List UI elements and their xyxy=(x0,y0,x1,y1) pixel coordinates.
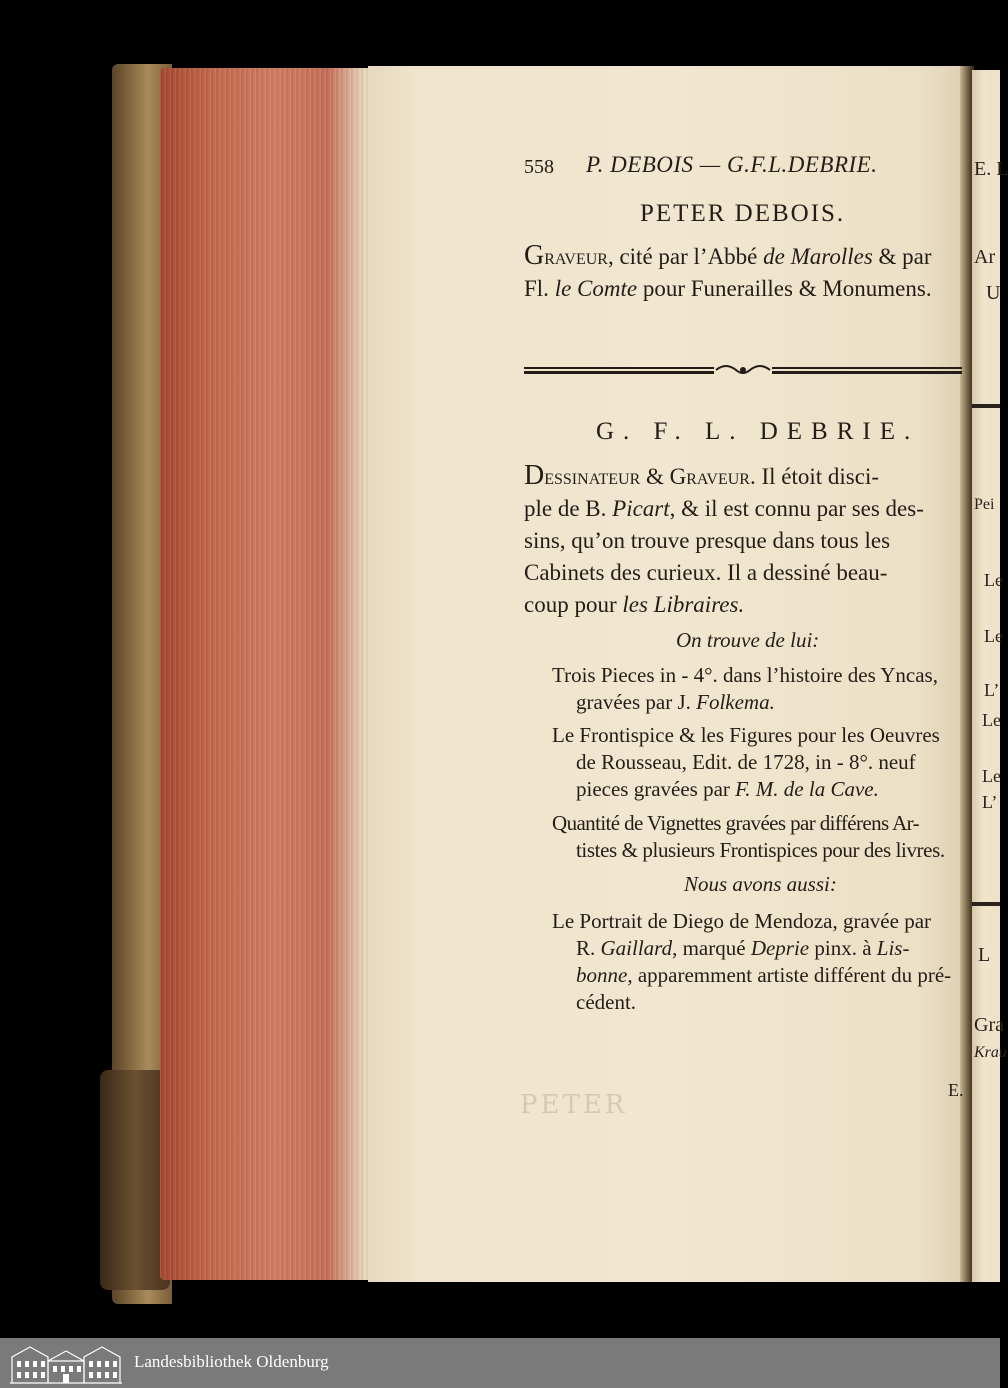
facing-text: L xyxy=(978,944,991,966)
text-run: R. xyxy=(576,936,601,960)
italic-run: bonne xyxy=(576,963,628,987)
facing-text: Gra xyxy=(974,1014,1004,1036)
paragraph-debrie xyxy=(524,460,964,621)
signature-mark: E. xyxy=(948,1080,964,1100)
small-caps-word: raveur xyxy=(544,244,608,269)
entry-line: de Rousseau, Edit. de 1728, in - 8°. neuf xyxy=(576,750,916,774)
text-run: coup pour xyxy=(524,592,623,617)
italic-run: Folkema. xyxy=(696,690,775,714)
library-building-icon xyxy=(10,1341,122,1385)
entry-line: Trois Pieces in - 4°. dans l’histoire des Yncas, xyxy=(552,663,938,687)
drop-initial: D xyxy=(524,460,545,491)
small-caps-words: essinateur & Graveur. xyxy=(544,464,756,489)
facing-text: L’ xyxy=(984,680,1000,700)
italic-run: le Comte xyxy=(554,276,638,301)
facing-text: Le xyxy=(984,626,1003,646)
text-run: pour Funerailles & Monumens. xyxy=(637,276,932,301)
ornamental-rule xyxy=(524,362,962,378)
text-run: gravées par J. xyxy=(576,690,697,714)
work-entry xyxy=(552,810,962,864)
work-entry xyxy=(552,662,962,716)
works-heading: On trouve de lui: xyxy=(676,628,820,652)
facing-text: Pei xyxy=(974,496,995,513)
facing-text: Krau xyxy=(974,1044,1007,1061)
section-heading-debrie: G. F. L. DEBRIE. xyxy=(596,418,920,445)
paragraph-line xyxy=(524,273,964,305)
library-name: Landesbibliothek Oldenburg xyxy=(134,1352,329,1371)
text-run: Il étoit disci- xyxy=(755,464,879,489)
italic-run: Gaillard xyxy=(600,936,673,960)
facing-rule xyxy=(972,404,1000,408)
entry-line: cédent. xyxy=(576,990,637,1014)
also-entry xyxy=(552,908,962,1016)
running-title: P. DEBOIS — G.F.L.DEBRIE. xyxy=(586,152,878,177)
text-run: , & il est connu par ses des- xyxy=(669,496,924,521)
italic-run: Deprie xyxy=(750,936,810,960)
facing-page-fragment xyxy=(972,70,1008,1282)
paragraph-line xyxy=(524,589,964,621)
drop-initial: G xyxy=(524,240,545,271)
text-run: pieces gravées par xyxy=(576,777,736,801)
italic-run: de Marolles xyxy=(763,244,873,269)
facing-rule xyxy=(972,902,1000,906)
entry-line xyxy=(552,776,962,803)
page-number: 558 xyxy=(524,156,554,178)
paragraph-line: sins, qu’on trouve presque dans tous les xyxy=(524,528,891,553)
footer-bar xyxy=(0,1338,1000,1388)
text-run: & par xyxy=(872,244,932,269)
paragraph-line xyxy=(524,460,964,493)
italic-run: Lis- xyxy=(876,936,910,960)
entry-line: Le Frontispice & les Figures pour les Oeuvres xyxy=(552,723,940,747)
text-run: , cité par l’Abbé xyxy=(607,244,764,269)
section-heading-peter-debois: PETER DEBOIS. xyxy=(640,200,846,227)
text-run: , apparemment artiste différent du pré- xyxy=(627,963,952,987)
paragraph-line xyxy=(524,240,964,273)
bleed-through-text: PETER xyxy=(520,1090,628,1120)
entry-line xyxy=(552,962,962,989)
also-heading: Nous avons aussi: xyxy=(684,872,837,896)
facing-text: E. L xyxy=(974,158,1008,180)
facing-text: Le xyxy=(982,766,1001,786)
facing-text: Le xyxy=(982,710,1001,730)
paragraph-line xyxy=(524,493,964,525)
paragraph-line: Cabinets des curieux. Il a dessiné beau- xyxy=(524,560,888,585)
facing-text: L’ xyxy=(982,792,998,812)
entry-line: tistes & plusieurs Frontispices pour des livres. xyxy=(576,838,945,862)
entry-line: Le Portrait de Diego de Mendoza, gravée par xyxy=(552,909,932,933)
facing-text: Le xyxy=(984,570,1003,590)
facing-text: Ar xyxy=(974,246,996,268)
red-page-edges xyxy=(160,68,370,1280)
entry-line xyxy=(552,935,962,962)
facing-text: U xyxy=(986,282,1001,304)
paragraph-peter-debois xyxy=(524,240,964,305)
entry-line xyxy=(552,689,962,716)
text-run: , marqué xyxy=(672,936,751,960)
italic-run: les Libraires. xyxy=(622,592,745,617)
text-run: Fl. xyxy=(524,276,555,301)
text-run: pinx. à xyxy=(809,936,877,960)
entry-line: Quantité de Vignettes gravées par différens Ar- xyxy=(552,811,920,835)
italic-run: F. M. de la Cave. xyxy=(735,777,879,801)
text-run: ple de B. xyxy=(524,496,613,521)
work-entry xyxy=(552,722,962,803)
italic-run: Picart xyxy=(612,496,670,521)
running-head xyxy=(524,152,944,186)
